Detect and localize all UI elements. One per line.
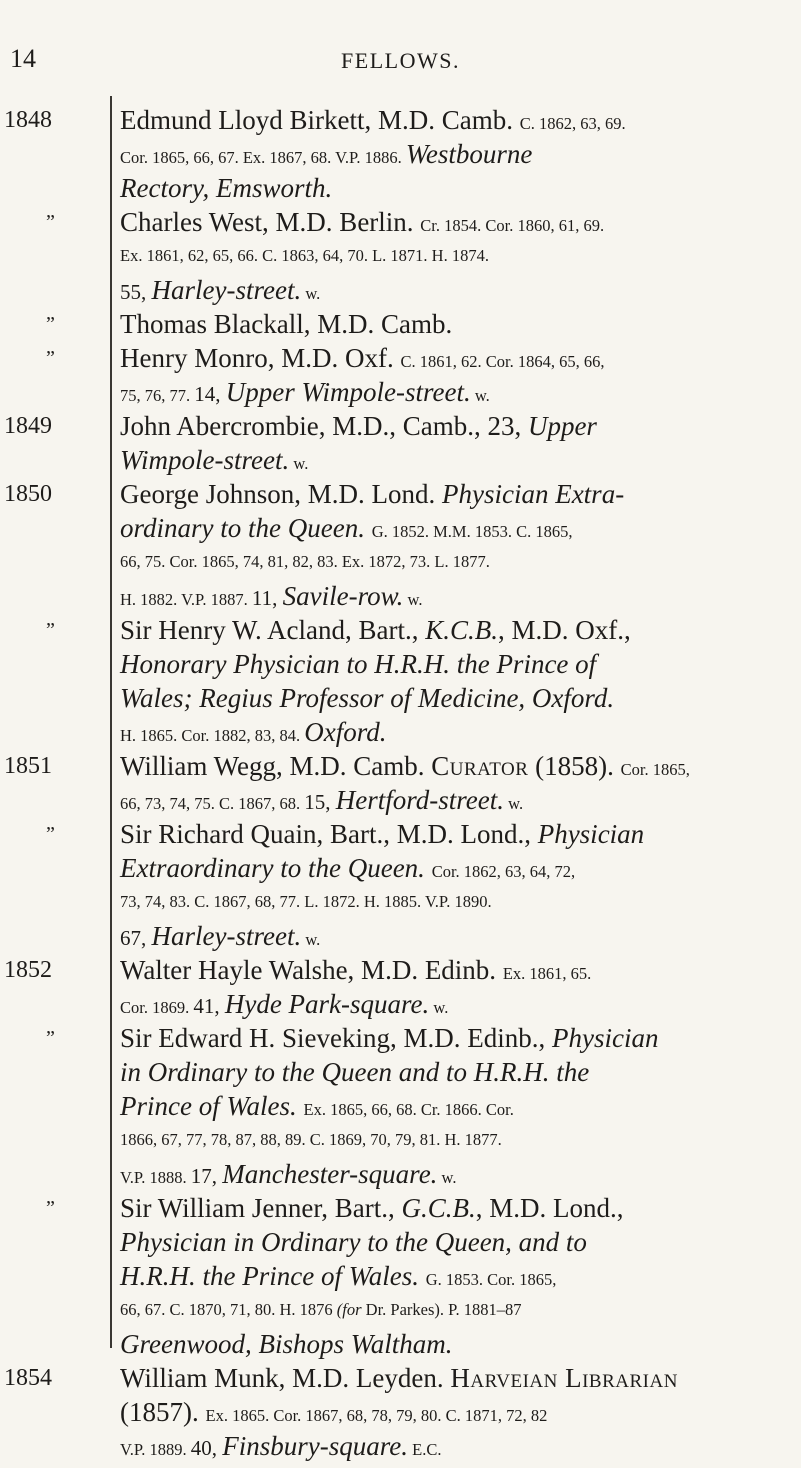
text-segment: Extraordinary to the Queen. <box>120 853 432 883</box>
entry-line <box>120 987 783 1021</box>
entry-line <box>120 511 783 545</box>
entry-line <box>120 1225 783 1259</box>
election-year: 1852 <box>4 957 52 983</box>
entry-line <box>120 817 783 851</box>
text-segment: William Munk, M.D. Leyden. <box>120 1363 451 1393</box>
running-head: FELLOWS. <box>341 48 460 73</box>
election-year: 1848 <box>4 107 52 133</box>
text-segment: Prince of Wales. <box>120 1091 304 1121</box>
text-segment: in Ordinary to the Queen and to H.R.H. the <box>120 1057 590 1087</box>
text-segment: Savile-row. <box>282 581 404 611</box>
fellow-entry <box>0 1021 801 1191</box>
entry-line <box>120 1021 783 1055</box>
election-year: 1849 <box>4 413 52 439</box>
text-segment: (for <box>336 1300 362 1319</box>
fellows-list <box>0 103 801 1463</box>
text-segment: Cr. 1854. Cor. 1860, 61, 69. <box>420 216 605 235</box>
text-segment: w. <box>403 590 423 609</box>
text-segment: w. <box>504 794 524 813</box>
entry-line <box>120 647 783 681</box>
text-segment: H. 1865. Cor. 1882, 83, 84. <box>120 726 305 745</box>
fellow-entry <box>0 477 801 613</box>
ditto-mark: ” <box>46 347 55 369</box>
entry-line <box>120 749 783 783</box>
entry-line <box>120 341 783 375</box>
text-segment: w. <box>301 284 321 303</box>
text-segment: Physician Extra- <box>441 479 625 509</box>
text-segment: (1858). <box>528 751 621 781</box>
text-segment: 66, 67. C. 1870, 71, 80. H. 1876 <box>120 1300 337 1319</box>
text-segment: Finsbury-square. <box>222 1431 408 1461</box>
text-segment: H.R.H. the Prince of Wales. <box>120 1261 426 1291</box>
ditto-mark: ” <box>46 313 55 335</box>
text-segment: Harley-street. <box>151 921 302 951</box>
text-segment: Ex. 1861, 62, 65, 66. C. 1863, 64, 70. L. 1871. H. 1874. <box>120 246 489 265</box>
text-segment: 40, <box>190 1436 223 1460</box>
text-segment: Ex. 1865. Cor. 1867, 68, 78, 79, 80. C. 1871, 72, 82 <box>205 1406 548 1425</box>
text-segment: K.C.B. <box>425 615 498 645</box>
ditto-mark: ” <box>46 211 55 233</box>
election-year: 1851 <box>4 753 52 779</box>
page-number: 14 <box>10 44 36 73</box>
fellow-entry <box>0 953 801 1021</box>
entry-line <box>120 171 783 205</box>
entry-line <box>120 409 783 443</box>
entry-line <box>120 545 783 579</box>
text-segment: w. <box>429 998 449 1017</box>
fellow-entry <box>0 1191 801 1361</box>
entry-line <box>120 681 783 715</box>
text-segment: Cor. 1865, <box>620 760 690 779</box>
entry-line <box>120 783 783 817</box>
text-segment: Charles West, M.D. Berlin. <box>120 207 421 237</box>
text-segment: Physician <box>537 819 645 849</box>
text-segment: Hyde Park-square. <box>224 989 430 1019</box>
text-segment: Rectory, Emsworth. <box>120 173 333 203</box>
text-segment: Edmund Lloyd Birkett, M.D. Camb. <box>120 105 520 135</box>
ditto-mark: ” <box>46 1027 55 1049</box>
text-segment: 17, <box>190 1164 223 1188</box>
election-year: 1850 <box>4 481 52 507</box>
text-segment: Physician in Ordinary to the Queen, and to <box>120 1227 587 1257</box>
entry-line <box>120 1259 783 1293</box>
entry-line <box>120 953 783 987</box>
text-segment: Henry Monro, M.D. Oxf. <box>120 343 401 373</box>
entry-line <box>120 1055 783 1089</box>
entry-line <box>120 477 783 511</box>
text-segment: 14, <box>194 382 226 406</box>
entry-line <box>120 1327 783 1361</box>
entry-line <box>120 1157 783 1191</box>
text-segment: 73, 74, 83. C. 1867, 68, 77. L. 1872. H. 1885. V.P. 1890. <box>120 892 492 911</box>
entry-line <box>120 851 783 885</box>
ditto-mark: ” <box>46 619 55 641</box>
text-segment: Sir William Jenner, Bart., <box>120 1193 402 1223</box>
text-segment: 66, 75. Cor. 1865, 74, 81, 82, 83. Ex. 1872, 73. L. 1877. <box>120 552 490 571</box>
text-segment: G.C.B. <box>401 1193 476 1223</box>
text-segment: George Johnson, M.D. Lond. <box>120 479 442 509</box>
entry-line <box>120 1395 783 1429</box>
entry-line <box>120 307 783 341</box>
text-segment: Walter Hayle Walshe, M.D. Edinb. <box>120 955 503 985</box>
entry-line <box>120 885 783 919</box>
entry-line <box>120 715 783 749</box>
text-segment: Physician <box>551 1023 659 1053</box>
text-segment: Greenwood, Bishops Waltham. <box>120 1329 453 1359</box>
entry-line <box>120 1123 783 1157</box>
text-segment: 41, <box>193 994 225 1018</box>
text-segment: G. 1853. Cor. 1865, <box>425 1270 557 1289</box>
fellow-entry <box>0 409 801 477</box>
fellow-entry <box>0 307 801 341</box>
fellow-entry <box>0 103 801 205</box>
ditto-mark: ” <box>46 823 55 845</box>
fellow-entry <box>0 817 801 953</box>
text-segment: Curator <box>431 751 529 781</box>
text-segment: ordinary to the Queen. <box>120 513 372 543</box>
text-segment: Thomas Blackall, M.D. Camb. <box>120 309 453 339</box>
fellow-entry <box>0 1361 801 1463</box>
text-segment: Oxford. <box>304 717 387 747</box>
entry-line <box>120 579 783 613</box>
text-segment: G. 1852. M.M. 1853. C. 1865, <box>371 522 573 541</box>
entry-line <box>120 273 783 307</box>
text-segment: Honorary Physician to H.R.H. the Prince of <box>120 649 597 679</box>
text-segment: H. 1882. V.P. 1887. <box>120 590 252 609</box>
text-segment: C. 1861, 62. Cor. 1864, 65, 66, <box>400 352 605 371</box>
text-segment: Manchester-square. <box>222 1159 438 1189</box>
text-segment: w. <box>470 386 490 405</box>
text-segment: Cor. 1869. <box>120 998 194 1017</box>
entry-line <box>120 137 783 171</box>
text-segment: Sir Richard Quain, Bart., M.D. Lond., <box>120 819 538 849</box>
text-segment: Ex. 1865, 66, 68. Cr. 1866. Cor. <box>303 1100 514 1119</box>
text-segment: 1866, 67, 77, 78, 87, 88, 89. C. 1869, 70, 79, 81. H. 1877. <box>120 1130 502 1149</box>
text-segment: John Abercrombie, M.D., Camb., 23, <box>120 411 528 441</box>
text-segment: 67, <box>120 926 152 950</box>
text-segment: E.C. <box>408 1440 442 1459</box>
ditto-mark: ” <box>46 1197 55 1219</box>
entry-line <box>120 1429 783 1463</box>
entry-line <box>120 613 783 647</box>
entry-line <box>120 1191 783 1225</box>
entry-line <box>120 103 783 137</box>
entry-line <box>120 1089 783 1123</box>
text-segment: w. <box>301 930 321 949</box>
text-segment: 55, <box>120 280 152 304</box>
text-segment: 11, <box>251 586 283 610</box>
text-segment: 66, 73, 74, 75. C. 1867, 68. <box>120 794 305 813</box>
text-segment: , M.D. Lond., <box>475 1193 624 1223</box>
text-segment: w. <box>289 454 309 473</box>
text-segment: Wales; Regius Professor of Medicine, Oxford. <box>120 683 615 713</box>
election-year: 1854 <box>4 1365 52 1391</box>
entry-line <box>120 375 783 409</box>
entry-line <box>120 919 783 953</box>
text-segment: (1857). <box>120 1397 206 1427</box>
text-segment: Cor. 1865, 66, 67. Ex. 1867, 68. V.P. 1886. <box>120 148 406 167</box>
text-segment: Harley-street. <box>151 275 302 305</box>
fellow-entry <box>0 341 801 409</box>
text-segment: Harveian Librarian <box>450 1363 678 1393</box>
entry-line <box>120 1361 783 1395</box>
text-segment: Upper Wimpole-street. <box>225 377 471 407</box>
entry-line <box>120 205 783 239</box>
text-segment: Hertford-street. <box>335 785 504 815</box>
text-segment: , M.D. Oxf., <box>497 615 631 645</box>
fellow-entry <box>0 205 801 307</box>
text-segment: Wimpole-street. <box>120 445 290 475</box>
entry-line <box>120 1293 783 1327</box>
text-segment: Upper <box>527 411 597 441</box>
text-segment: Ex. 1861, 65. <box>502 964 592 983</box>
fellow-entry <box>0 613 801 749</box>
text-segment: Dr. Parkes). P. 1881–87 <box>361 1300 522 1319</box>
text-segment: V.P. 1888. <box>120 1168 191 1187</box>
text-segment: Cor. 1862, 63, 64, 72, <box>431 862 576 881</box>
text-segment: William Wegg, M.D. Camb. <box>120 751 432 781</box>
text-segment: 75, 76, 77. <box>120 386 195 405</box>
text-segment: Sir Edward H. Sieveking, M.D. Edinb., <box>120 1023 552 1053</box>
text-segment: Sir Henry W. Acland, Bart., <box>120 615 426 645</box>
text-segment: C. 1862, 63, 69. <box>519 114 626 133</box>
entry-line <box>120 443 783 477</box>
text-segment: Westbourne <box>405 139 533 169</box>
fellow-entry <box>0 749 801 817</box>
text-segment: 15, <box>304 790 336 814</box>
entry-line <box>120 239 783 273</box>
text-segment: V.P. 1889. <box>120 1440 191 1459</box>
text-segment: w. <box>437 1168 457 1187</box>
